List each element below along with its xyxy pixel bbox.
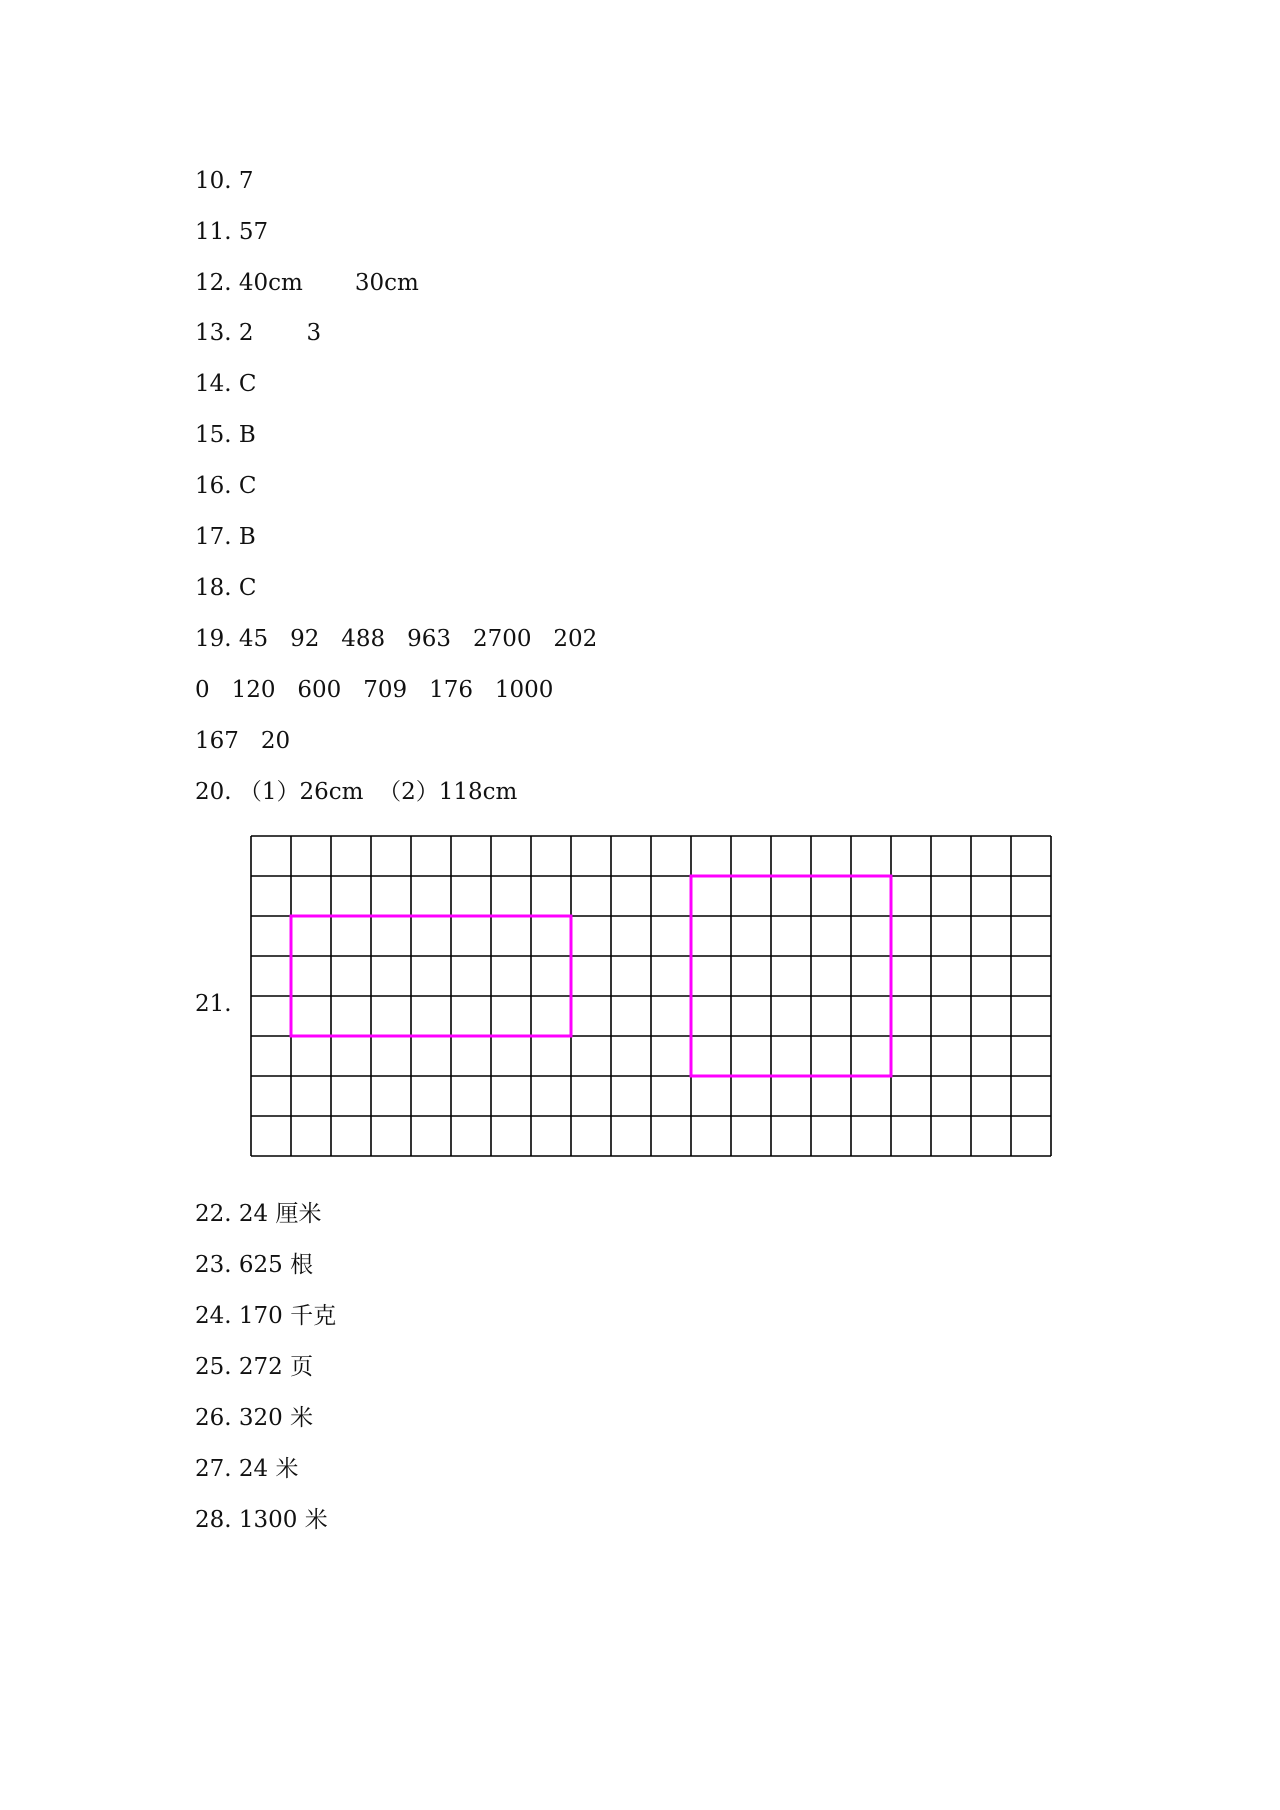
answer-13-part1: 13. 2 bbox=[195, 320, 254, 346]
answer-19-line2: 0 120 600 709 176 1000 bbox=[195, 677, 554, 703]
answer-13 bbox=[195, 322, 321, 345]
answer-28: 28. 1300 米 bbox=[195, 1507, 328, 1533]
answer-22: 22. 24 厘米 bbox=[195, 1201, 322, 1227]
answer-12 bbox=[195, 272, 419, 295]
answer-12-part1: 12. 40cm bbox=[195, 270, 303, 296]
answer-26: 26. 320 米 bbox=[195, 1405, 314, 1431]
answer-25: 25. 272 页 bbox=[195, 1354, 314, 1380]
answer-24: 24. 170 千克 bbox=[195, 1303, 337, 1329]
rect-right bbox=[691, 876, 891, 1076]
answer-19-line3: 167 20 bbox=[195, 728, 291, 754]
answer-11: 11. 57 bbox=[195, 219, 269, 245]
answer-27: 27. 24 米 bbox=[195, 1456, 299, 1482]
answer-21-label: 21. bbox=[195, 991, 232, 1017]
answer-21-grid bbox=[249, 834, 1053, 1170]
answer-19-line1: 19. 45 92 488 963 2700 202 bbox=[195, 626, 598, 652]
answer-23: 23. 625 根 bbox=[195, 1252, 314, 1278]
answer-12-part2: 30cm bbox=[354, 270, 419, 296]
answer-13-part2: 3 bbox=[306, 320, 322, 346]
answer-15: 15. B bbox=[195, 422, 256, 448]
answer-17: 17. B bbox=[195, 524, 256, 550]
answer-16: 16. C bbox=[195, 473, 257, 499]
answer-14: 14. C bbox=[195, 371, 257, 397]
answer-20: 20. （1）26cm （2）118cm bbox=[195, 779, 518, 805]
rect-left bbox=[291, 916, 571, 1036]
answer-10: 10. 7 bbox=[195, 168, 254, 194]
answer-18: 18. C bbox=[195, 575, 257, 601]
